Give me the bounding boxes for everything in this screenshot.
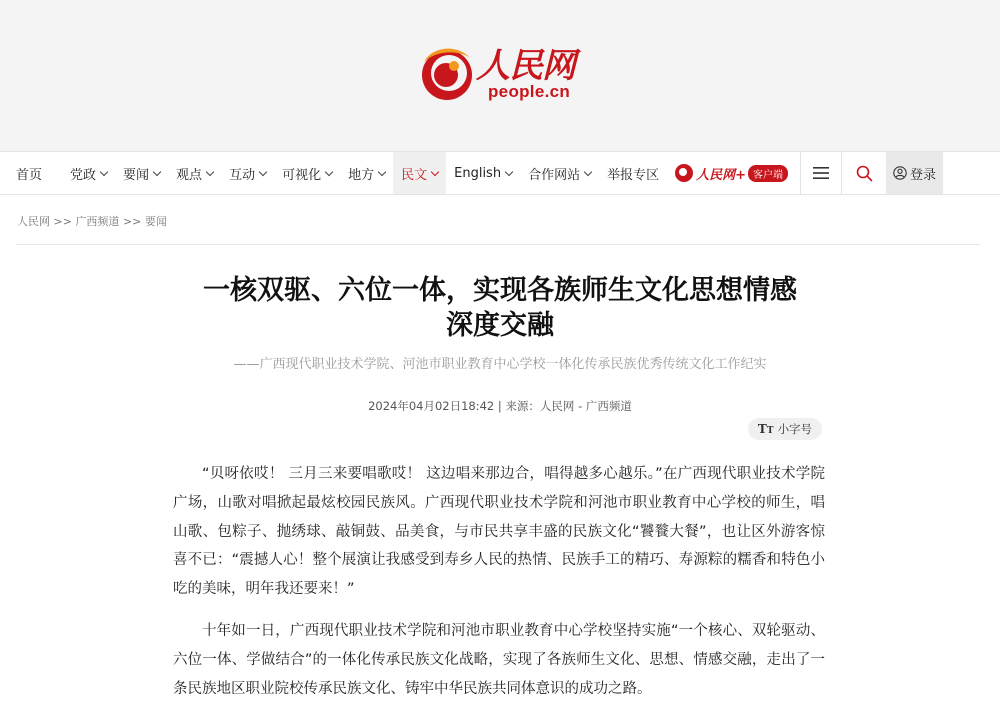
article-title (160, 273, 840, 343)
breadcrumb-channel[interactable]: 广西频道 (75, 215, 120, 228)
nav-label: 可视化 (282, 167, 322, 183)
article-meta: 2024年04月02日18:42 | 来源：人民网 - 广西频道 (368, 399, 632, 413)
chevron-down-icon (206, 167, 214, 175)
menu-button[interactable] (800, 152, 842, 194)
nav-item-opinion[interactable] (168, 152, 221, 194)
chevron-down-icon (378, 167, 386, 175)
chevron-down-icon (584, 167, 592, 175)
nav-label: 互动 (229, 167, 256, 183)
text-size-icon: TT (757, 422, 774, 436)
chevron-down-icon (153, 167, 161, 175)
nav-item-home[interactable] (0, 152, 62, 194)
nav-item-news[interactable] (115, 152, 168, 194)
nav-item-english[interactable] (446, 152, 520, 194)
user-icon (893, 166, 907, 180)
title-line-2: 深度交融 (446, 310, 554, 341)
app-tag: 客户端 (748, 165, 788, 182)
breadcrumb (17, 213, 167, 229)
app-logo-icon (675, 164, 693, 182)
people-logo-icon (418, 44, 476, 102)
font-toggle-label: 小字号 (777, 422, 813, 436)
breadcrumb-separator: >> (53, 215, 72, 228)
logo-cn-name: 人民网 (476, 46, 575, 86)
article-subtitle: ——广西现代职业技术学院、河池市职业教育中心学校一体化传承民族优秀传统文化工作纪实 (233, 357, 767, 372)
chevron-down-icon (259, 167, 267, 175)
logo-domain: people.cn (488, 82, 571, 101)
main-nav (0, 151, 1000, 195)
breadcrumb-separator: >> (122, 215, 142, 228)
nav-item-partners[interactable] (520, 152, 599, 194)
title-line-1: 一核双驱、六位一体，实现各族师生文化思想情感 (203, 275, 797, 306)
chevron-down-icon (100, 167, 108, 175)
breadcrumb-divider (16, 244, 980, 245)
masthead (0, 0, 1000, 151)
nav-label: 观点 (176, 167, 203, 183)
search-icon (856, 165, 873, 182)
nav-label: 合作网站 (528, 167, 581, 183)
nav-label: 举报专区 (607, 167, 660, 183)
login-label: 登录 (910, 167, 937, 183)
nav-label: 党政 (70, 167, 97, 183)
app-download-link[interactable] (667, 152, 796, 194)
chevron-down-icon (325, 167, 333, 175)
login-button[interactable] (886, 152, 943, 194)
nav-item-ethnic[interactable] (393, 152, 446, 194)
chevron-down-icon (505, 167, 513, 175)
nav-label: 首页 (16, 167, 43, 183)
nav-label: 地方 (348, 167, 375, 183)
nav-label: 民文 (401, 167, 428, 183)
breadcrumb-section[interactable]: 要闻 (144, 215, 167, 228)
nav-label: English (454, 165, 502, 181)
article-paragraph: “贝呀依哎！ 三月三来要唱歌哎！ 这边唱来那边合，唱得越多心越乐。”在广西现代职业技术学院广场，山歌对唱掀起最炫校园民族风。广西现代职业技术学院和河池市职业教育中心学校的师生，唱山歌、包粽子、抛绣球、敲铜鼓、品美食，与市民共享丰盛的民族文化“饕餮大餐”，也让区外游客惊喜不已：“震撼人心！整个展演让我感受到寿乡人民的热情、民族手工的精巧、寿源粽的糯香和特色小吃的美味，明年我还要来！” (173, 466, 825, 598)
site-logo[interactable] (418, 44, 580, 102)
hamburger-icon (813, 166, 829, 180)
nav-item-report[interactable] (599, 152, 667, 194)
article-body (173, 460, 825, 716)
nav-item-party[interactable] (62, 152, 115, 194)
article-paragraph: 十年如一日，广西现代职业技术学院和河池市职业教育中心学校坚持实施“一个核心、双轮驱动、六位一体、学做结合”的一体化传承民族文化战略，实现了各族师生文化、思想、情感交融，走出了一条民族地区职业院校传承民族文化、铸牢中华民族共同体意识的成功之路。 (173, 622, 825, 697)
breadcrumb-home[interactable]: 人民网 (17, 215, 50, 228)
nav-item-interact[interactable] (221, 152, 274, 194)
app-name: 人民网+ (696, 167, 747, 183)
nav-item-local[interactable] (340, 152, 393, 194)
font-size-toggle[interactable] (748, 418, 822, 440)
nav-item-visual[interactable] (274, 152, 340, 194)
search-button[interactable] (842, 152, 886, 194)
chevron-down-icon (431, 167, 439, 175)
nav-label: 要闻 (123, 167, 150, 183)
